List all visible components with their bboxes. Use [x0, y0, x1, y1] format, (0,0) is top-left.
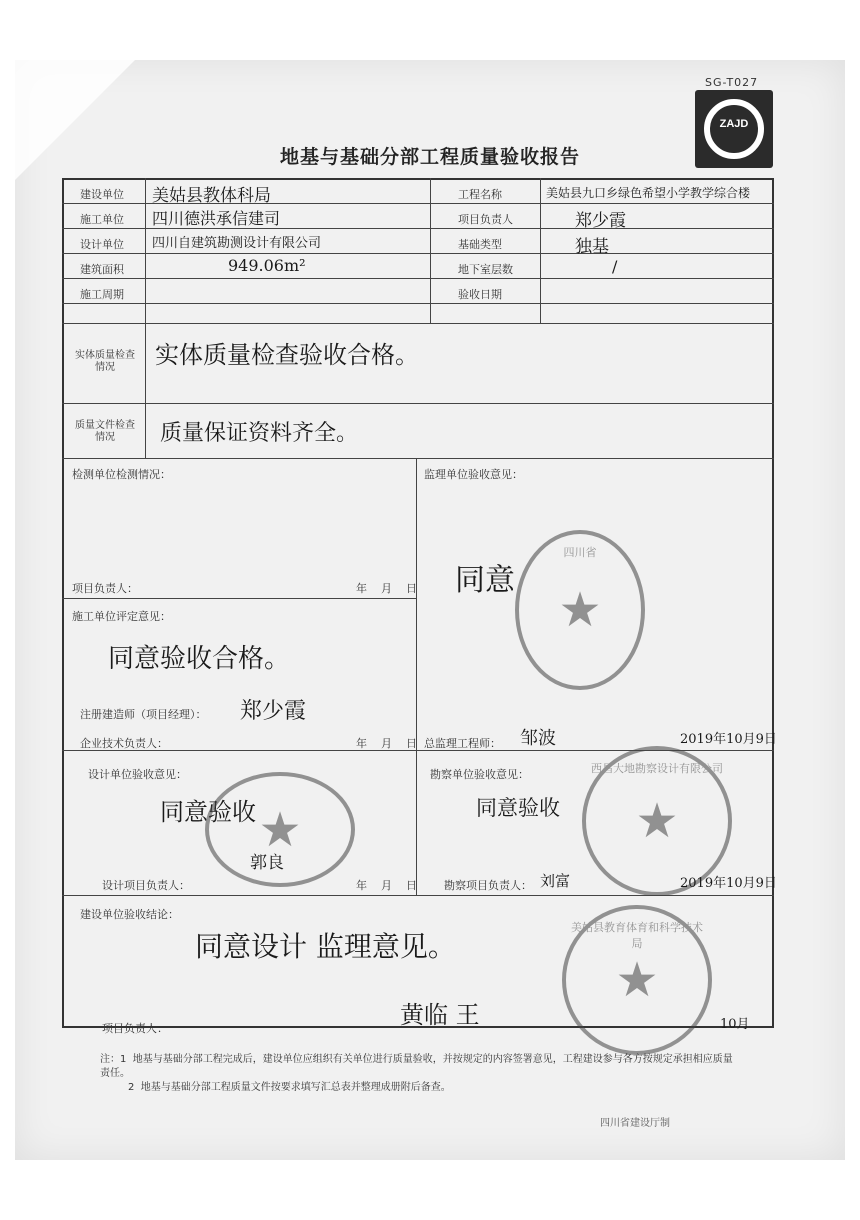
stamp-star-icon: ★	[558, 582, 602, 638]
survey-pm-signature: 刘富	[540, 872, 571, 890]
build-unit-value: 美姑县教体科局	[152, 186, 271, 206]
registered-engineer-label: 注册建造师（项目经理）：	[80, 708, 207, 721]
testing-title: 检测单位检测情况：	[72, 468, 171, 481]
docs-quality-value: 质量保证资料齐全。	[160, 421, 359, 446]
col-divider	[145, 178, 146, 458]
page-fold	[15, 60, 135, 180]
col-divider	[540, 178, 541, 323]
entity-quality-value: 实体质量检查验收合格。	[155, 341, 419, 369]
construct-unit-label: 施工单位	[80, 213, 124, 226]
note-1: 注：1 地基与基础分部工程完成后，建设单位应组织有关单位进行质量验收，并按规定的内容签署意见，工程建设参与各方按规定承担相应质量责任。	[100, 1054, 733, 1079]
survey-pm-label: 勘察项目负责人：	[444, 879, 532, 892]
build-opinion: 同意设计 监理意见。	[195, 930, 456, 963]
survey-stamp: 西昌大地勘察设计有限公司 ★	[582, 746, 732, 896]
project-name-value: 美姑县九口乡绿色希望小学教学综合楼	[546, 186, 751, 200]
stamp-star-icon: ★	[258, 801, 302, 858]
row-divider	[62, 253, 774, 254]
survey-title: 勘察单位验收意见：	[430, 768, 529, 781]
docs-quality-label: 质量文件检查情况	[75, 420, 135, 443]
accept-date-label: 验收日期	[458, 288, 502, 301]
pm-label: 项目负责人	[458, 213, 513, 226]
tech-lead-date: 年 月 日	[356, 737, 417, 750]
note-2: 2 地基与基础分部工程质量文件按要求填写汇总表并整理成册附后备查。	[128, 1082, 451, 1093]
build-date: 10月	[720, 1017, 750, 1032]
design-unit-label: 设计单位	[80, 238, 124, 251]
project-name-label: 工程名称	[458, 188, 502, 201]
row-divider	[62, 458, 774, 459]
pm-value: 郑少霞	[575, 211, 626, 231]
notes	[100, 1053, 740, 1095]
col-divider	[416, 458, 417, 895]
design-title: 设计单位验收意见：	[88, 768, 187, 781]
engineer-signature: 郑少霞	[240, 699, 307, 724]
build-title: 建设单位验收结论：	[80, 908, 179, 921]
area-value: 949.06m²	[228, 256, 306, 275]
survey-date: 2019年10月9日	[680, 876, 777, 891]
design-date: 年 月 日	[356, 879, 417, 892]
period-label: 施工周期	[80, 288, 124, 301]
basement-value: /	[612, 257, 618, 276]
tech-lead-label: 企业技术负责人：	[80, 737, 168, 750]
supervision-opinion: 同意	[455, 563, 515, 598]
testing-person-label: 项目负责人：	[72, 582, 138, 595]
zajd-logo	[695, 90, 773, 168]
supervisor-date: 2019年10月9日	[680, 732, 777, 747]
testing-date: 年 月 日	[356, 582, 417, 595]
row-divider	[62, 303, 774, 304]
construct-unit-value: 四川德洪承信建司	[152, 209, 281, 228]
design-pm-signature: 郭良	[250, 853, 284, 873]
foundation-type-value: 独基	[575, 237, 609, 257]
report-table	[62, 178, 774, 1028]
basement-label: 地下室层数	[458, 263, 513, 276]
chief-supervisor-label: 总监理工程师：	[424, 737, 501, 750]
row-divider	[62, 323, 774, 324]
row-divider	[62, 278, 774, 279]
build-stamp: 美姑县教育体育和科学技术局 ★	[562, 905, 712, 1055]
foundation-type-label: 基础类型	[458, 238, 502, 251]
row-divider	[62, 403, 774, 404]
page-title: 地基与基础分部工程质量验收报告	[279, 146, 580, 168]
design-opinion: 同意验收	[160, 798, 256, 826]
build-pm-label: 项目负责人：	[102, 1022, 168, 1035]
supervision-title: 监理单位验收意见：	[424, 468, 523, 481]
construction-opinion: 同意验收合格。	[108, 644, 291, 674]
survey-opinion: 同意验收	[476, 796, 560, 820]
area-label: 建筑面积	[80, 263, 124, 276]
stamp-star-icon: ★	[615, 952, 659, 1008]
logo-text: ZAJD	[719, 118, 749, 130]
construction-title: 施工单位评定意见：	[72, 610, 171, 623]
col-divider	[430, 178, 431, 323]
design-unit-value: 四川自建筑勘测设计有限公司	[152, 236, 322, 251]
build-signature: 黄临 王	[400, 1001, 480, 1029]
form-code: SG-T027	[705, 76, 759, 89]
stamp-star-icon: ★	[635, 793, 679, 849]
supervision-stamp: 四川省 ★	[515, 530, 645, 690]
row-divider	[62, 598, 416, 599]
entity-quality-label: 实体质量检查情况	[75, 350, 135, 373]
design-pm-label: 设计项目负责人：	[102, 879, 190, 892]
build-unit-label: 建设单位	[80, 188, 124, 201]
issuer-footer: 四川省建设厅制	[600, 1118, 670, 1129]
chief-supervisor-signature: 邹波	[520, 728, 556, 749]
